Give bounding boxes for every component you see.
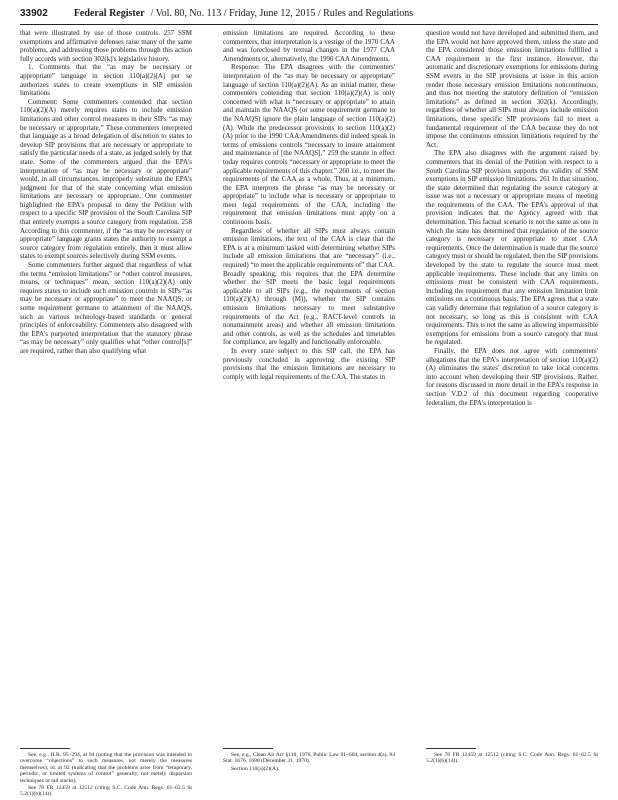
paragraph: In every state subject to this SIP call, the EPA has previously concluded in approving the existing SIP provisions that the emission limitations are necessary to comply with legal requirements of the CAA. The states in xyxy=(223,346,395,381)
footnote: See 78 FR 12459 at 12512 (citing S.C. Code Ann. Regs. 61–62.5 St 5.2(1)(b)(14)). xyxy=(426,752,598,765)
publication-title: Federal Register xyxy=(73,8,145,19)
footnote-rule xyxy=(426,748,476,749)
footnotes-column-2 xyxy=(223,748,395,773)
footnote: See, e.g., Clean Air Act §110, 1970, Public Law 91–604, section 4(a), 84 Stat. 1676, 1680 (December 31, 1970). xyxy=(223,752,395,765)
footnotes-column-1 xyxy=(20,748,192,799)
paragraph: question would not have developed and submitted them, and the EPA would not have approved them, unless the state and the EPA considered those emission limitations fulfilled a CAA requirement in the first instance. However, the automatic and discretionary exemptions for emissions during SSM events in the SIP provisions at issue in this action render those necessary emission limitations noncontinuous, and thus not meeting the statutory definition of “emission limitations” as defined in section 302(k). Accordingly, regardless of whether all SIPs must always include emission limitations, these specific SIP provisions fail to meet a fundamental requirement of the CAA because they do not impose the continuous emission limitations required by the Act. xyxy=(426,29,598,149)
paragraph: Some commenters further argued that regardless of what the terms “emission limitations” or “other control measures, means, or techniques” mean, section 110(a)(2)(A) only requires states to include such emission controls in SIPs “as may be necessary or appropriate” to meet the NAAQS, or some requirement germane to attainment of the NAAQS, such as various technology-based standards or general principles of enforceability. Commenters also disagreed with the EPA's purported interpretation that the statutory phrase “as may be necessary” only qualifies what “other control[s]” are required, rather than also qualifying what xyxy=(20,261,192,355)
paragraph: Response: The EPA disagrees with the commenters' interpretation of the “as may be necessary or appropriate” language of section 110(a)(2)(A). As an initial matter, these commenters contending that section 110(a)(2)(A) is only concerned with what is “necessary or appropriate” to attain and maintain the NAAQS (or some requirement germane to the NAAQS) ignore the plain language of section 110(a)(2)(A). While the predecessor provisions to section 110(a)(2)(A) prior to the 1990 CAA Amendments did indeed speak in terms of emissions controls “necessary to insure attainment and maintenance of [the NAAQS],” 259 the statute in effect today requires controls “necessary or appropriate to meet the applicable requirements of this chapter.” 260 i.e., to meet the requirements of the CAA as a whole. Thus, at a minimum, the EPA interprets the phrase “as may be necessary or appropriate” to include what is necessary or appropriate to meet legal requirements of the CAA, including the requirement that emission limitations must apply on a continuous basis. xyxy=(223,63,395,227)
page-number: 33902 xyxy=(20,8,48,19)
paragraph: that were illustrated by use of those controls. 257 SSM exemptions and affirmative defenses raise many of the same problems, and addressing those problems through this action fully accords with section 302(k)'s legislative history. xyxy=(20,29,192,63)
text-column-2 xyxy=(223,29,395,381)
paragraph: The EPA also disagrees with the argument raised by commenters that its denial of the Petition with respect to a South Carolina SIP provision supports the validity of SSM exemptions in SIP emission limitations. 261 In that situation, the state determined that regulating the source category at issue was not a necessary or appropriate means of meeting the requirements of the CAA. The EPA's approval of that provision indicates that the Agency agreed with that determination. This factual scenario is not the same as one in which the state has determined that regulation of the source category is necessary or appropriate to meet CAA requirements. Once the determination is made that the source category must or should be regulated, then the SIP provisions developed by the state to regulate the source must meet applicable requirements. These include that any limits on emissions must be consistent with CAA requirements, including the requirement that any emission limitation limit emissions on a continuous basis. The EPA agrees that a state can validly determine that regulation of a source category is not necessary, so long as this is consistent with CAA requirements. This is not the same as allowing impermissible exemptions for emissions from a source category that must be regulated. xyxy=(426,149,598,347)
footnote: Section 110(a)(2)(A). xyxy=(231,765,280,772)
paragraph: Regardless of whether all SIPs must always contain emission limitations, the text of the CAA is clear that the EPA is at a minimum tasked with determining whether SIPs include all emission limitations that are “necessary” (i.e., required) “to meet the applicable requirements of” that CAA. Broadly speaking, this requires that the EPA determine whether the SIP meets the basic legal requirements applicable to all SIPs (e.g., the requirements of section 110(a)(2)(A) through (M)), whether the SIP contains emission limitations necessary to meet substantive requirements of the Act (e.g., RACT-level controls in nonattainment areas) and whether all emission limitations and other controls, as well as the schedules and timetables for compliance, are legally and functionally enforceable. xyxy=(223,226,395,347)
page-header xyxy=(20,8,598,24)
text-column-1 xyxy=(20,29,192,356)
footnote: See, e.g., H.R. 95–294, at 94 (noting that the provision was intended to overcome “objections” to such measures, not merely the measures themselves); id. at 92 (indicating that the problems arise from “temporary, periodic, or limited systems of control” generally, not merely dispersion techniques or tall stacks). xyxy=(20,752,192,784)
paragraph: Comment: Some commenters contended that section 110(a)(2)(A) merely requires states to include emission limitations and other control measures in their SIPs “as may be necessary or appropriate.” These commenters interpreted that language as a broad delegation of discretion to states to develop SIP provisions that are necessary or appropriate to satisfy the particular needs of a state, as judged solely by that state. Some of the commenters argued that the EPA's interpretation of “as may be necessary or appropriate” would, in all circumstances, improperly substitute the EPA's judgment for that of the state concerning what emission limitations are necessary or appropriate. One commenter highlighted the EPA's proposal to deny the Petition with respect to a specific SIP provision of the South Carolina SIP that entirely exempts a source category from regulation. 258 According to this commenter, if the “as may be necessary or appropriate” language grants states the authority to exempt a source category from regulation entirely, then it must allow states to exempt sources selectively during SSM events. xyxy=(20,97,192,261)
footnote-rule xyxy=(20,748,70,749)
issue-meta: / Vol. 80, No. 113 / Friday, June 12, 2015 / Rules and Regulations xyxy=(150,8,414,19)
footnote: See 78 FR 12459 at 12512 (citing S.C. Code Ann. Regs. 61–62.5 St 5.2(1)(b)(14)). xyxy=(20,785,192,798)
header-rule xyxy=(20,24,598,25)
text-column-3 xyxy=(426,29,598,407)
paragraph: Finally, the EPA does not agree with commenters' allegations that the EPA's interpretation of section 110(a)(2)(A) eliminates the states' discretion to take local concerns into account when developing their SIP provisions. Rather, for reasons discussed in more detail in the EPA's response in section V.D.2 of this document regarding cooperative federalism, the EPA's interpretation is xyxy=(426,346,598,407)
paragraph: 1. Comments that the “as may be necessary or appropriate” language in section 110(a)(2)(A) per se authorizes states to create exemptions in SIP emission limitations xyxy=(20,63,192,98)
footnote-rule xyxy=(223,748,273,749)
footnotes-column-3 xyxy=(426,748,598,766)
paragraph: emission limitations are required. According to these commenters, that interpretation is a vestige of the 1970 CAA and was foreclosed by textual changes in the 1977 CAA Amendments or, alternatively, the 1990 CAA Amendments. xyxy=(223,29,395,63)
